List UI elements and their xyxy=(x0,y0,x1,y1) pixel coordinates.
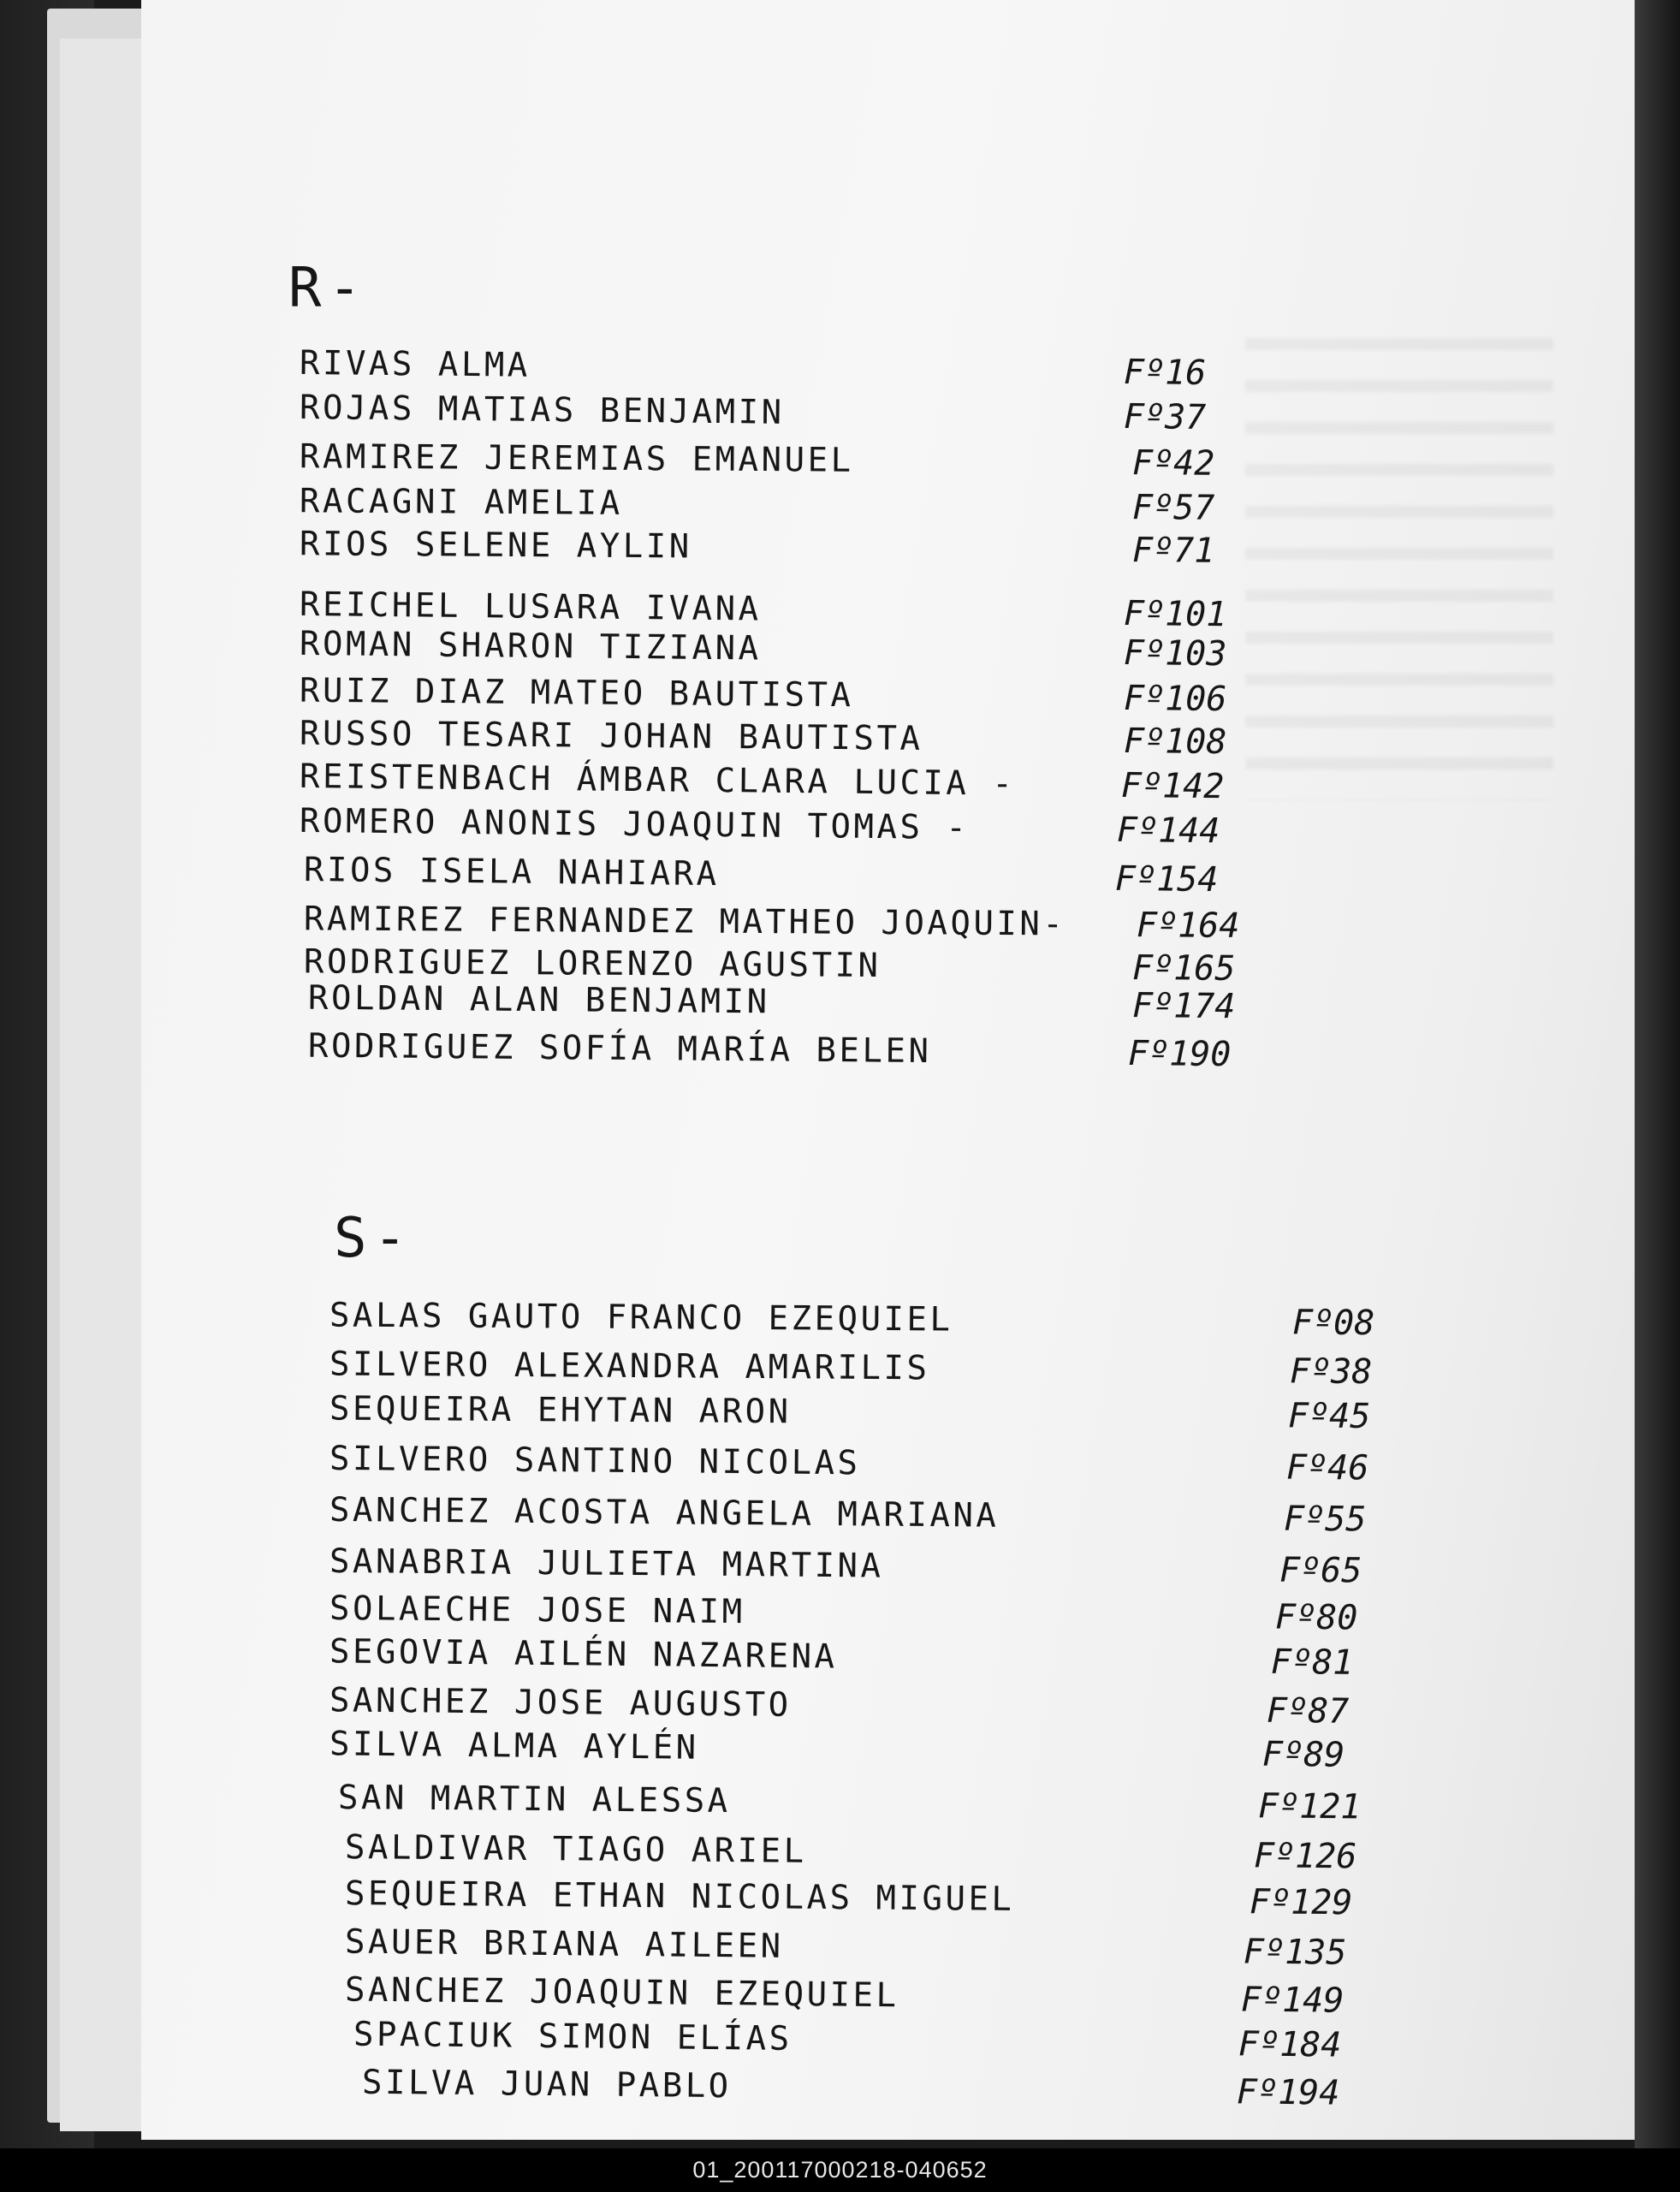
folio-number: Fº184 xyxy=(1238,2024,1342,2065)
folio-number: Fº149 xyxy=(1240,1980,1345,2021)
student-name: ROMERO ANONIS JOAQUIN TOMAS - xyxy=(299,801,970,848)
student-name: ROMAN SHARON TIZIANA xyxy=(299,624,762,668)
folio-number: Fº38 xyxy=(1289,1351,1373,1393)
student-name: SAN MARTIN ALESSA xyxy=(337,1779,731,1821)
folio-number: Fº101 xyxy=(1123,594,1227,635)
folio-number: Fº194 xyxy=(1236,2072,1340,2113)
section-heading-r: R- xyxy=(288,257,369,320)
student-name: SAUER BRIANA AILEEN xyxy=(344,1922,784,1966)
student-name: SANCHEZ JOAQUIN EZEQUIEL xyxy=(344,1970,899,2016)
folio-number: Fº121 xyxy=(1257,1786,1362,1827)
section-s-entry-row xyxy=(141,1438,1635,1492)
folio-number: Fº42 xyxy=(1131,443,1215,484)
folio-number: Fº08 xyxy=(1291,1303,1375,1344)
section-s-entry-row xyxy=(141,1921,1635,1977)
student-name: RUSSO TESARI JOHAN BAUTISTA xyxy=(299,714,923,758)
folio-number: Fº106 xyxy=(1123,679,1227,720)
student-name: SILVERO SANTINO NICOLAS xyxy=(329,1439,861,1483)
student-name: RUIZ DIAZ MATEO BAUTISTA xyxy=(299,671,854,716)
section-s-entry-row xyxy=(141,1344,1635,1395)
student-name: ROJAS MATIAS BENJAMIN xyxy=(299,388,785,432)
document-page xyxy=(141,0,1635,2140)
folio-number: Fº164 xyxy=(1136,906,1240,946)
student-name: SALAS GAUTO FRANCO EZEQUIEL xyxy=(329,1296,953,1340)
folio-number: Fº89 xyxy=(1261,1734,1345,1775)
folio-number: Fº144 xyxy=(1116,810,1220,852)
folio-number: Fº129 xyxy=(1249,1882,1353,1923)
folio-number: Fº45 xyxy=(1287,1396,1371,1437)
folio-number: Fº126 xyxy=(1253,1836,1357,1877)
folio-number: Fº71 xyxy=(1131,531,1215,571)
section-r-entry-row xyxy=(141,1025,1635,1079)
student-name: SILVERO ALEXANDRA AMARILIS xyxy=(329,1345,930,1388)
section-s-entry-row xyxy=(141,1489,1635,1543)
student-name: RAMIREZ FERNANDEZ MATHEO JOAQUIN- xyxy=(303,900,1066,944)
student-name: SALDIVAR TIAGO ARIEL xyxy=(344,1828,807,1871)
student-name: RIOS SELENE AYLIN xyxy=(299,525,692,567)
student-name: RIVAS ALMA xyxy=(299,343,531,385)
student-name: SANCHEZ ACOSTA ANGELA MARIANA xyxy=(329,1490,1000,1536)
background-right xyxy=(1635,0,1680,2192)
student-name: RODRIGUEZ LORENZO AGUSTIN xyxy=(303,942,882,986)
student-name: SPACIUK SIMON ELÍAS xyxy=(353,2015,793,2058)
folio-number: Fº190 xyxy=(1127,1034,1232,1075)
image-id-footer: 01_200117000218-040652 xyxy=(0,2148,1680,2192)
section-r-entry-row xyxy=(141,849,1635,906)
folio-number: Fº46 xyxy=(1285,1447,1369,1488)
student-name: SANABRIA JULIETA MARTINA xyxy=(329,1542,884,1586)
folio-number: Fº81 xyxy=(1270,1642,1354,1683)
student-name: REICHEL LUSARA IVANA xyxy=(299,585,762,629)
student-name: RODRIGUEZ SOFÍA MARÍA BELEN xyxy=(307,1026,932,1072)
folio-number: Fº165 xyxy=(1131,948,1236,989)
folio-number: Fº142 xyxy=(1120,765,1225,807)
folio-number: Fº57 xyxy=(1131,488,1215,528)
student-name: SILVA JUAN PABLO xyxy=(361,2063,732,2106)
student-name: SEQUEIRA EHYTAN ARON xyxy=(329,1389,792,1432)
section-s-entry-row xyxy=(141,1388,1635,1440)
student-name: RIOS ISELA NAHIARA xyxy=(303,850,720,894)
student-name: SANCHEZ JOSE AUGUSTO xyxy=(329,1681,792,1725)
folio-number: Fº55 xyxy=(1283,1499,1367,1540)
folio-number: Fº65 xyxy=(1279,1550,1362,1591)
folio-number: Fº135 xyxy=(1243,1932,1347,1973)
student-name: RACAGNI AMELIA xyxy=(299,482,623,523)
section-s-entry-row xyxy=(141,1295,1635,1346)
folio-number: Fº174 xyxy=(1131,986,1236,1027)
section-heading-s: S- xyxy=(334,1207,414,1270)
folio-number: Fº80 xyxy=(1274,1597,1358,1638)
folio-number: Fº154 xyxy=(1114,858,1219,900)
section-s-entry-row xyxy=(141,1873,1635,1927)
section-s-entry-row xyxy=(141,1777,1635,1831)
student-name: RAMIREZ JEREMIAS EMANUEL xyxy=(299,437,854,480)
student-name: SEQUEIRA ETHAN NICOLAS MIGUEL xyxy=(344,1874,1015,1919)
folio-number: Fº103 xyxy=(1123,633,1227,674)
student-name: SEGOVIA AILÉN NAZARENA xyxy=(329,1632,838,1677)
folio-number: Fº87 xyxy=(1266,1690,1350,1732)
section-s-entry-row xyxy=(141,1541,1635,1595)
section-s-entry-row xyxy=(141,1827,1635,1880)
student-name: SILVA ALMA AYLÉN xyxy=(329,1725,699,1767)
folio-number: Fº37 xyxy=(1123,397,1207,438)
section-s-entry-row xyxy=(141,2061,1635,2118)
student-name: ROLDAN ALAN BENJAMIN xyxy=(307,978,770,1022)
student-name: REISTENBACH ÁMBAR CLARA LUCIA - xyxy=(299,757,1016,804)
folio-number: Fº16 xyxy=(1123,353,1207,394)
student-name: SOLAECHE JOSE NAIM xyxy=(329,1589,745,1632)
folio-number: Fº108 xyxy=(1123,722,1227,763)
